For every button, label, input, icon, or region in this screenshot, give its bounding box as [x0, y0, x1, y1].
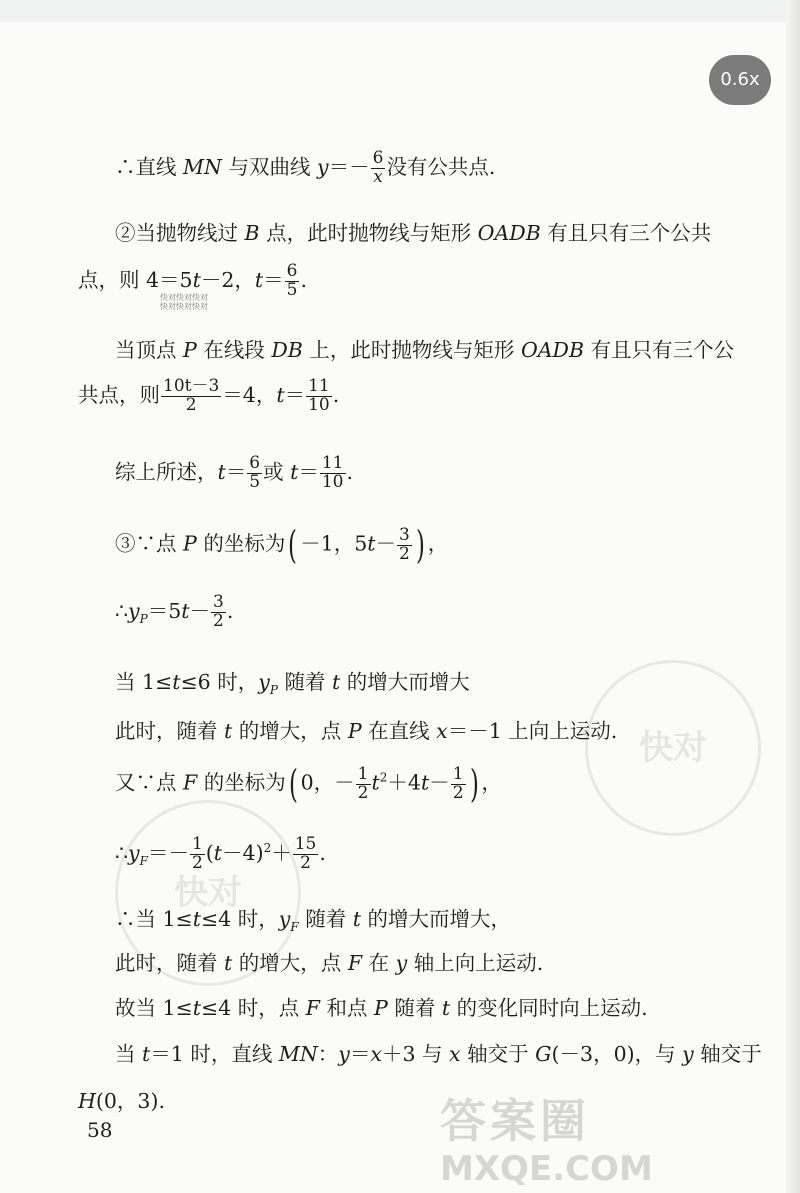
watermark-stamp: 快对 [585, 660, 761, 836]
page-edge-shadow [786, 0, 800, 1193]
text-line: ③∵点 P 的坐标为( －1，5t－ $\frac{3}{2}$ ) ， [115, 523, 449, 567]
text-line: 故当 1≤t≤4 时，点 F 和点 P 随着 t 的变化同时向上运动. [115, 996, 648, 1020]
fraction: $\frac{3}{2}$ [213, 592, 224, 631]
text-line: 又∵点 F 的坐标为( 0，－ $\frac{1}{2}$ $t^2+4t-$ $\frac{1}{2}$ ) ， [115, 762, 502, 806]
top-band [0, 0, 800, 22]
fraction: $\frac{11}{10}$ [308, 376, 330, 415]
fraction: $\frac{6}{x}$ [372, 148, 384, 187]
fraction: $\frac{3}{2}$ [399, 524, 410, 564]
fraction: $\frac{10t-3}{2}$ [163, 376, 220, 415]
watermark-stamp: 快对 [115, 800, 301, 986]
fraction: $\frac{6}{5}$ [286, 261, 298, 300]
page-number: 58 [87, 1118, 113, 1142]
playback-speed-badge[interactable]: 0.6x [709, 55, 771, 105]
text-line: 当顶点 P 在线段 DB 上，此时抛物线与矩形 OADB 有且只有三个公 [115, 338, 735, 362]
fraction: $\frac{1}{2}$ [191, 834, 203, 873]
text-line: 此时，随着 t 的增大，点 P 在直线 x＝－1 上向上运动. [115, 719, 618, 743]
watermark-site: 答案圈 MXQE.COM [440, 1094, 653, 1189]
fraction: $\frac{1}{2}$ [357, 763, 369, 803]
text-line: 共点，则 $\frac{10t-3}{2}$ ＝4，t＝ $\frac{11}{10}$ . [78, 376, 340, 415]
text-line: ∴直线 MN 与双曲线 y＝－ $\frac{6}{x}$ 没有公共点. [115, 148, 496, 187]
fraction: $\frac{1}{2}$ [452, 763, 464, 803]
text-line: 当 t＝1 时，直线 MN：y＝x＋3 与 x 轴交于 G(－3，0)，与 y 轴交于 [115, 1042, 762, 1066]
text-line: 点，则 4＝5t－2，t＝ $\frac{6}{5}$ . [78, 261, 308, 300]
text-line: 此时，随着 t 的增大，点 F 在 y 轴上向上运动. [115, 951, 544, 975]
fraction: $\frac{6}{5}$ [249, 453, 261, 492]
text-line: $\therefore y_F=-$ $\frac{1}{2}$ $(t-4)^2+$ $\frac{15}{2}$ . [115, 834, 326, 873]
fraction: $\frac{15}{2}$ [294, 834, 317, 873]
fraction: $\frac{11}{10}$ [321, 453, 344, 492]
text-line: H(0，3). [78, 1089, 165, 1113]
text-line: ②当抛物线过 B 点，此时抛物线与矩形 OADB 有且只有三个公共 [115, 221, 712, 245]
text-line: $\therefore y_P=5t-$ $\frac{3}{2}$ . [115, 592, 234, 631]
text-line: 当 1≤t≤6 时，$y_P$ 随着 t 的增大而增大 [115, 670, 470, 698]
text-line: 综上所述，t＝ $\frac{6}{5}$ 或 t＝ $\frac{11}{10}$ . [115, 453, 354, 492]
text-line: ∴当 1≤t≤4 时，$y_F$ 随着 t 的增大而增大， [115, 907, 511, 935]
watermark-small-text: 快对快对快对 快对快对快对 [160, 293, 208, 311]
